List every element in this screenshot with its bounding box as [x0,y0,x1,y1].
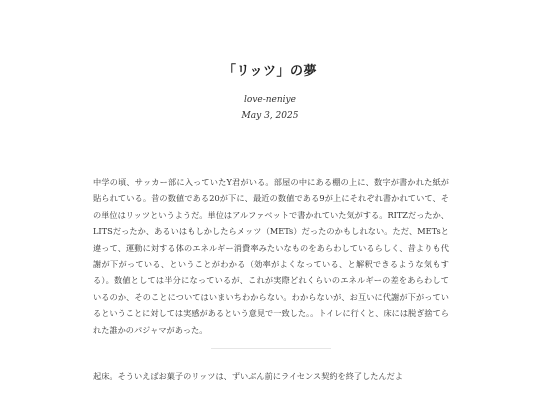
paragraph-divider [211,348,331,349]
post-date: May 3, 2025 [241,111,299,121]
paragraph: 中学の頃、サッカー部に入っていたY君がいる。部屋の中にある棚の上に、数字が書かれた紙が貼られている。昔の数値である20が下に、最近の数値である9が上にそれぞれ書かれていて、その単位はリッツというようだ。単位はアルファベットで書かれていた気がする。RITZだったか、LITSだったか、あるいはもしかしたらメッツ（METs）だったのかもしれない。ただ、METsと違って、運動に対する体のエネルギー消費率みたいなものをあらわしているらしく、昔よりも代謝が下がっている、ということがわかる（効率がよくなっている、と解釈できるような気もする）。数値としては半分になっているが、これが実際どれくらいのエネルギーの差をあらわしているのか、そのことについてはいまいちわからない。わからないが、お互いに代謝が下がっているということに対しては実感があるという意見で一致した。。トイレに行くと、床には脱ぎ捨てられた誰かのパジャマがあった。 [93,177,449,335]
post-author[interactable]: love-neniye [244,95,296,105]
post-title: 「リッツ」の夢 [223,64,317,79]
post-body [93,174,449,384]
post-header [0,62,540,122]
paragraph: 起床。そういえばお菓子のリッツは、ずいぶん前にライセンス契約を終了したんだよ [93,371,404,382]
